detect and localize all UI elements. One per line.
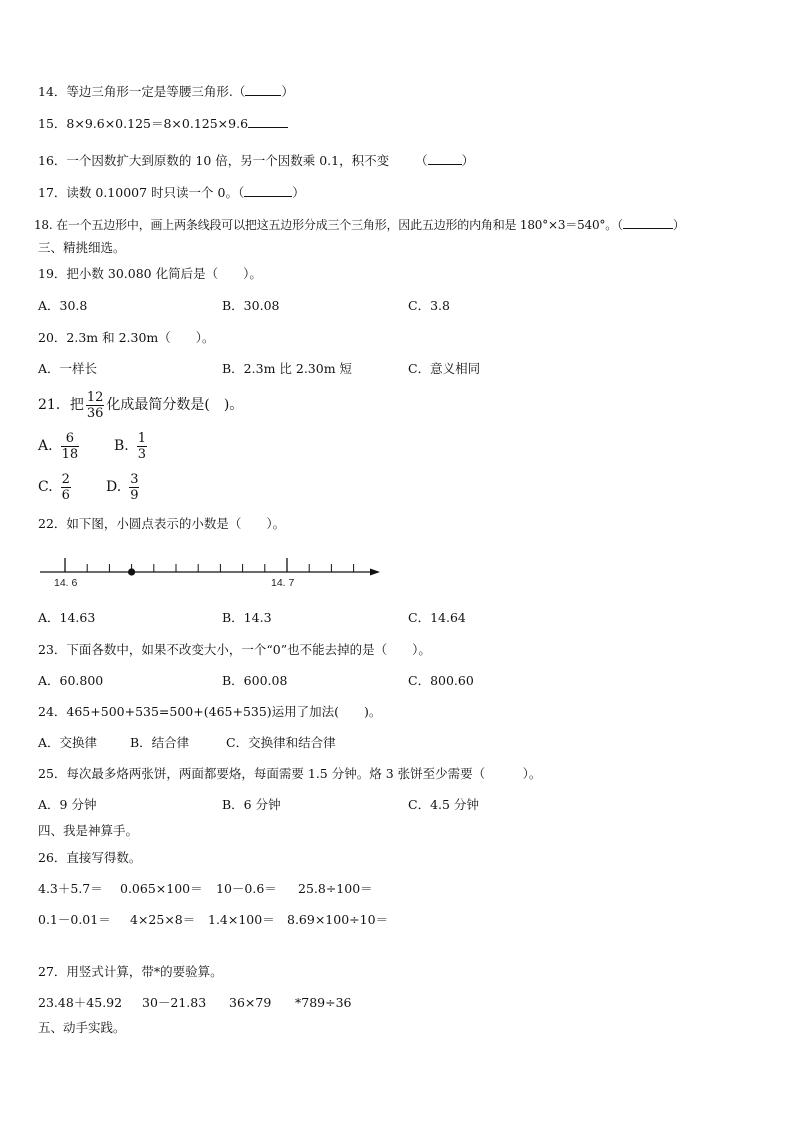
calc-item: 36×79 <box>229 995 272 1010</box>
question-15: 15．8×9.6×0.125＝8×0.125×9.6 <box>38 115 288 132</box>
tick-label-left: 14. 6 <box>54 577 78 589</box>
fraction: $\frac{1}{3}$ <box>137 430 147 462</box>
section-heading-4: 四、我是神算手。 <box>38 823 139 838</box>
option-b[interactable]: B．6 分钟 <box>222 797 281 812</box>
question-25: 25．每次最多烙两张饼，两面都要烙，每面需要 1.5 分钟。烙 3 张饼至少需要（ ）。 <box>38 766 542 781</box>
fraction: $\frac{12}{36}$ <box>86 389 104 421</box>
calc-item: 4×25×8＝ <box>130 912 196 927</box>
section-heading-5: 五、动手实践。 <box>38 1020 126 1035</box>
option-a[interactable]: A．14.63 <box>38 610 96 625</box>
option-c[interactable]: C．意义相同 <box>408 361 481 376</box>
answer-blank[interactable] <box>623 216 673 229</box>
question-22: 22．如下图，小圆点表示的小数是（ ）。 <box>38 516 286 531</box>
option-b[interactable]: B．30.08 <box>222 298 280 313</box>
question-24: 24．465+500+535=500+(465+535)运用了加法( )。 <box>38 704 382 719</box>
question-26: 26．直接写得数。 <box>38 850 142 865</box>
point-marker <box>128 568 135 575</box>
calc-item: 10－0.6＝ <box>216 881 277 896</box>
option-a[interactable]: A．一样长 <box>38 361 98 376</box>
calc-item: 0.1－0.01＝ <box>38 912 111 927</box>
option-a[interactable]: A．交换律 <box>38 735 98 750</box>
number-line <box>30 548 390 592</box>
option-c[interactable]: C．交换律和结合律 <box>226 735 336 750</box>
question-14: 14．等边三角形一定是等腰三角形.（ ） <box>38 84 294 99</box>
question-19: 19．把小数 30.080 化简后是（ ）。 <box>38 266 262 281</box>
calc-item: 23.48＋45.92 <box>38 995 123 1010</box>
answer-blank[interactable] <box>248 115 288 128</box>
question-21: 21．把 $\frac{12}{36}$ 化成最简分数是( )。 <box>38 389 244 421</box>
calc-item: 8.69×100÷10＝ <box>287 912 389 927</box>
calc-item: *789÷36 <box>295 995 352 1010</box>
option-d[interactable]: D. $\frac{3}{9}$ <box>106 471 139 503</box>
calc-item: 25.8÷100＝ <box>298 881 373 896</box>
arrow-head-icon <box>370 569 380 576</box>
fraction: $\frac{6}{18}$ <box>61 430 79 462</box>
option-c[interactable]: C．800.60 <box>408 673 474 688</box>
option-b[interactable]: B．600.08 <box>222 673 288 688</box>
question-27: 27．用竖式计算，带*的要验算。 <box>38 964 223 979</box>
calc-item: 1.4×100＝ <box>208 912 275 927</box>
question-20: 20．2.3m 和 2.30m（ ）。 <box>38 330 215 345</box>
option-c[interactable]: C．3.8 <box>408 298 450 313</box>
question-16: 16．一个因数扩大到原数的 10 倍，另一个因数乘 0.1，积不变 （ ） <box>38 153 475 168</box>
option-a[interactable]: A．9 分钟 <box>38 797 97 812</box>
question-18: 18. 在一个五边形中，画上两条线段可以把这五边形分成三个三角形，因此五边形的内角和是 180°×3＝540°。（ ） <box>34 218 685 232</box>
option-c[interactable]: C．4.5 分钟 <box>408 797 479 812</box>
question-23: 23．下面各数中，如果不改变大小，一个“0”也不能去掉的是（ ）。 <box>38 642 431 657</box>
option-b[interactable]: B．14.3 <box>222 610 272 625</box>
calc-item: 4.3＋5.7＝ <box>38 881 103 896</box>
fraction: $\frac{2}{6}$ <box>61 471 70 503</box>
answer-blank[interactable] <box>245 83 281 96</box>
option-b[interactable]: B. $\frac{1}{3}$ <box>114 430 147 462</box>
option-c[interactable]: C．14.64 <box>408 610 466 625</box>
calc-item: 30－21.83 <box>142 995 207 1010</box>
option-c[interactable]: C. $\frac{2}{6}$ <box>38 471 70 503</box>
tick-label-right: 14. 7 <box>271 577 295 589</box>
section-heading-3: 三、精挑细选。 <box>38 240 126 255</box>
fraction: $\frac{3}{9}$ <box>130 471 139 503</box>
option-b[interactable]: B．结合律 <box>130 735 190 750</box>
question-17: 17．读数 0.10007 时只读一个 0。（ ） <box>38 185 305 200</box>
option-b[interactable]: B．2.3m 比 2.30m 短 <box>222 361 353 376</box>
option-a[interactable]: A. $\frac{6}{18}$ <box>38 430 79 462</box>
answer-blank[interactable] <box>244 184 292 197</box>
answer-blank[interactable] <box>428 152 462 165</box>
option-a[interactable]: A．30.8 <box>38 298 88 313</box>
option-a[interactable]: A．60.800 <box>38 673 104 688</box>
calc-item: 0.065×100＝ <box>120 881 203 896</box>
